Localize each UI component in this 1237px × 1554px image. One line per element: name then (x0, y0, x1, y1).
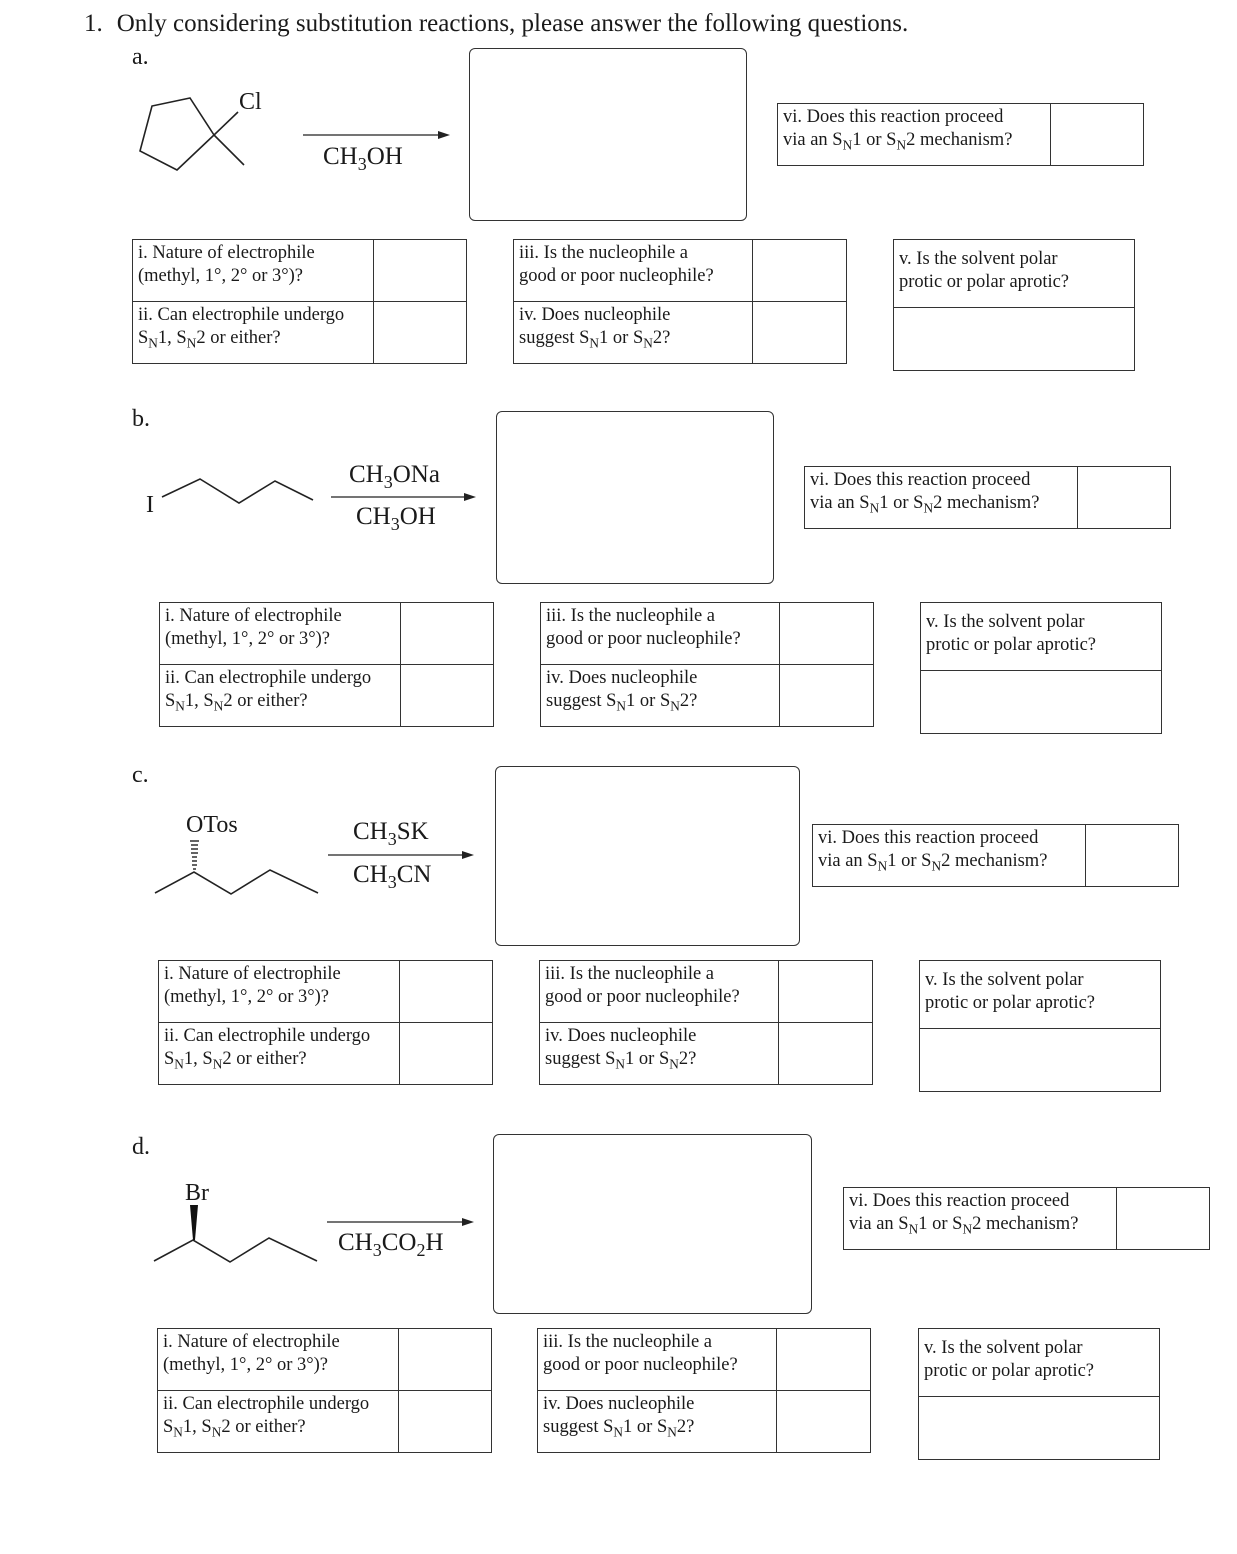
question-number: 1. (84, 10, 103, 37)
part-d-answer-ii[interactable] (399, 1391, 492, 1453)
part-d-answer-i[interactable] (399, 1329, 492, 1391)
part-b-reagent-base: $CH_3ONa$ (349, 461, 440, 492)
part-b-question-v: v. Is the solvent polar protic or polar aprotic? (920, 602, 1162, 734)
part-d-answer-vi[interactable] (1117, 1188, 1210, 1250)
part-c-questions-iii-iv: iii. Is the nucleophile a good or poor nucleophile? iv. Does nucleophile suggest $S_N1$ or $S_N2$? (539, 960, 873, 1085)
part-d-bromine-atom: Br (185, 1180, 209, 1206)
part-c-question-v: v. Is the solvent polar protic or polar aprotic? (919, 960, 1161, 1092)
part-c-reagent-nucleophile: $CH_3SK$ (353, 818, 429, 849)
part-d-questions-iii-iv: iii. Is the nucleophile a good or poor nucleophile? iv. Does nucleophile suggest $S_N1$ or $S_N2$? (537, 1328, 871, 1453)
part-d-product-box[interactable] (493, 1134, 812, 1314)
part-a-label: a. (132, 44, 149, 70)
part-b-iodine-atom: I (146, 492, 154, 518)
part-b-label: b. (132, 406, 150, 432)
part-a-questions-i-ii: i. Nature of electrophile (methyl, 1°, 2° or 3°)? ii. Can electrophile undergo $S_N1$, $S_N2$ or either? (132, 239, 467, 364)
part-b-questions-iii-iv: iii. Is the nucleophile a good or poor nucleophile? iv. Does nucleophile suggest $S_N1$ or $S_N2$? (540, 602, 874, 727)
part-c-question-vi: vi. Does this reaction proceed via an $S_N1$ or $S_N2$ mechanism? (812, 824, 1179, 887)
part-d-questions-i-ii: i. Nature of electrophile (methyl, 1°, 2° or 3°)? ii. Can electrophile undergo $S_N1$, $S_N2$ or either? (157, 1328, 492, 1453)
question-text: Only considering substitution reactions, please answer the following questions. (116, 10, 909, 37)
part-a-question-v: v. Is the solvent polar protic or polar aprotic? (893, 239, 1135, 371)
part-c-reagent-solvent: $CH_3CN$ (353, 861, 432, 892)
part-b-reagent-solvent: $CH_3OH$ (356, 503, 436, 534)
part-a-questions-iii-iv: iii. Is the nucleophile a good or poor nucleophile? iv. Does nucleophile suggest $S_N1$ or $S_N2$? (513, 239, 847, 364)
part-b-question-vi: vi. Does this reaction proceed via an $S_N1$ or $S_N2$ mechanism? (804, 466, 1171, 529)
part-c-tosylate-group: OTos (186, 812, 238, 838)
part-d-reagent: $CH_3CO_2H$ (338, 1229, 444, 1260)
part-a-reagent: $CH_3OH$ (323, 143, 403, 174)
part-c-questions-i-ii: i. Nature of electrophile (methyl, 1°, 2° or 3°)? ii. Can electrophile undergo $S_N1$, $S_N2$ or either? (158, 960, 493, 1085)
part-d-answer-iv[interactable] (777, 1391, 871, 1453)
part-d-label: d. (132, 1134, 150, 1160)
part-d-question-v: v. Is the solvent polar protic or polar aprotic? (918, 1328, 1160, 1460)
part-d-answer-iii[interactable] (777, 1329, 871, 1391)
part-a-question-vi: vi. Does this reaction proceed via an $S_N1$ or $S_N2$ mechanism? (777, 103, 1144, 166)
part-d-answer-v[interactable] (919, 1397, 1160, 1460)
part-b-questions-i-ii: i. Nature of electrophile (methyl, 1°, 2° or 3°)? ii. Can electrophile undergo $S_N1$, $S_N2$ or either? (159, 602, 494, 727)
part-d-question-vi: vi. Does this reaction proceed via an $S_N1$ or $S_N2$ mechanism? (843, 1187, 1210, 1250)
part-a-chlorine-atom: Cl (239, 89, 262, 115)
part-c-label: c. (132, 762, 149, 788)
